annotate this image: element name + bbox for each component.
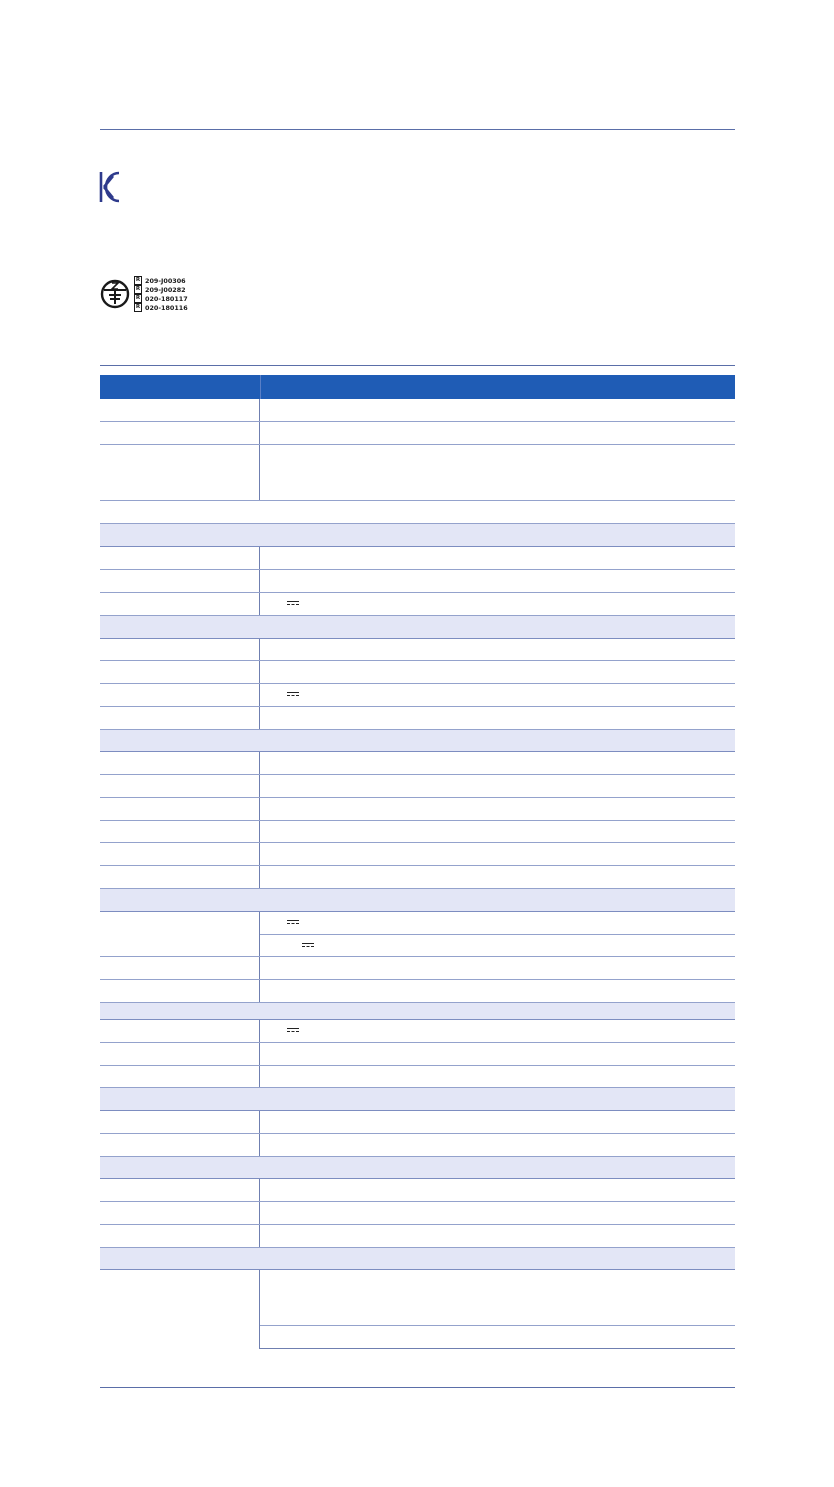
dc-symbol-icon xyxy=(287,919,299,925)
bottom-rule xyxy=(100,1387,735,1388)
spec-row xyxy=(100,1043,735,1066)
spec-row-split xyxy=(100,912,735,957)
spec-row xyxy=(100,798,735,821)
spec-row xyxy=(100,445,735,501)
spec-row xyxy=(100,752,735,775)
spec-row xyxy=(100,866,735,889)
dc-symbol-icon xyxy=(302,942,314,948)
spec-section xyxy=(100,889,735,912)
spec-row xyxy=(100,707,735,730)
spec-row xyxy=(100,399,735,422)
spec-row xyxy=(100,593,735,616)
spec-section xyxy=(100,1088,735,1111)
spec-row xyxy=(100,422,735,445)
telec-id-item: R 020-180117 xyxy=(135,294,188,303)
spec-row xyxy=(100,775,735,798)
specifications-table xyxy=(100,375,735,1349)
spec-row-full xyxy=(100,501,735,524)
spec-section xyxy=(100,1157,735,1179)
telec-id-list xyxy=(134,276,188,312)
spec-section xyxy=(100,1248,735,1270)
spec-header-col1 xyxy=(100,375,261,399)
spec-table-header xyxy=(100,375,735,399)
dc-symbol-icon xyxy=(287,691,299,697)
spec-row xyxy=(100,684,735,707)
spec-row xyxy=(100,661,735,684)
spec-row xyxy=(100,843,735,866)
spec-row xyxy=(100,1225,735,1248)
spec-row xyxy=(100,639,735,661)
spec-row xyxy=(100,1066,735,1088)
spec-row xyxy=(100,1134,735,1157)
dc-symbol-icon xyxy=(287,1027,299,1033)
spec-row xyxy=(100,980,735,1003)
telec-id-item: R 020-180116 xyxy=(135,303,188,312)
telec-id-item: R 209-J00282 xyxy=(135,285,186,294)
spec-row xyxy=(100,1020,735,1043)
kc-certification-logo xyxy=(99,170,123,204)
dc-symbol-icon xyxy=(287,600,299,606)
spec-row xyxy=(100,547,735,570)
spec-section xyxy=(100,730,735,752)
spec-row xyxy=(100,570,735,593)
spec-row xyxy=(100,957,735,980)
spec-row-split-tail xyxy=(100,1270,735,1349)
spec-row xyxy=(100,1202,735,1225)
top-rule xyxy=(100,129,735,130)
spec-row xyxy=(100,1111,735,1134)
spec-row xyxy=(100,821,735,843)
spec-section xyxy=(100,1003,735,1020)
spec-section-rule xyxy=(100,365,735,366)
telec-mark-icon xyxy=(99,278,131,310)
spec-section xyxy=(100,616,735,639)
spec-section xyxy=(100,524,735,547)
spec-row xyxy=(100,1179,735,1202)
telec-id-item: R 209-J00306 xyxy=(135,276,186,285)
telec-certification-block xyxy=(99,276,189,312)
